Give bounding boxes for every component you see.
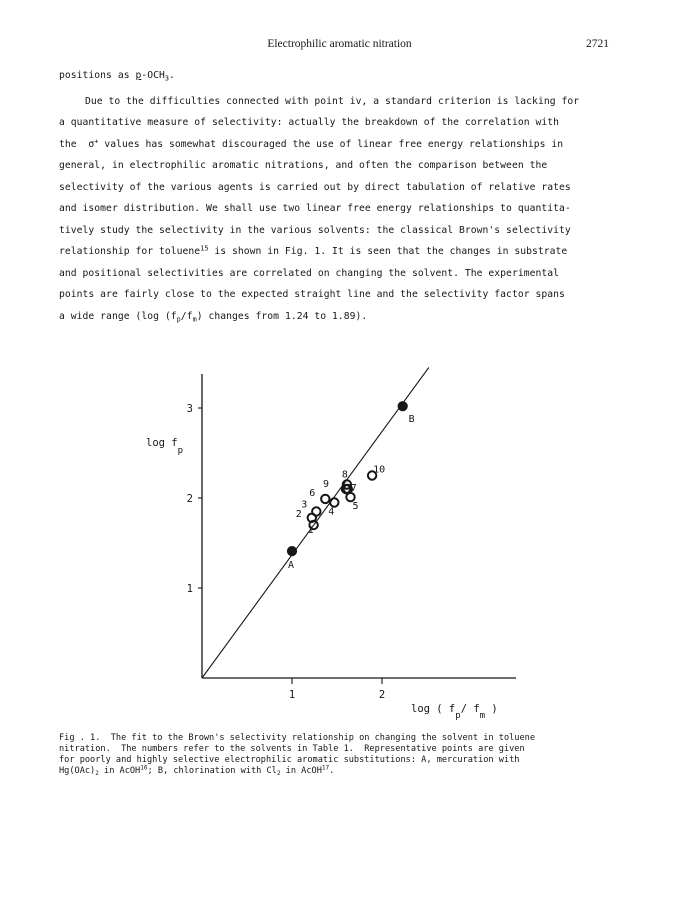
point-label: 9 xyxy=(322,479,330,490)
text-span: . xyxy=(329,766,335,776)
text-span: 17 xyxy=(321,764,330,772)
text-line: points are fairly close to the expected straight line and the selectivity factor spans xyxy=(59,289,565,300)
point-label: 5 xyxy=(352,501,359,513)
y-tick-label: 1 xyxy=(186,583,193,595)
text-span: /f xyxy=(180,311,193,322)
text-line: Due to the difficulties connected with point iv, a standard criterion is lacking for xyxy=(85,96,580,107)
point-label: 7 xyxy=(350,483,357,494)
text-line: selectivity of the various agents is carried out by direct tabulation of relative rates xyxy=(59,182,571,193)
text-span: 3 xyxy=(164,74,170,83)
x-tick-label: 2 xyxy=(378,689,386,701)
page-number: 2721 xyxy=(586,38,609,50)
caption-line: Fig . 1. The fit to the Brown's selectivity relationship on changing the solvent in toluene xyxy=(59,733,535,743)
text-span: ; B, chlorination with Cl xyxy=(147,766,277,776)
caption-line: nitration. The numbers refer to the solvents in Table 1. Representative points are given xyxy=(59,744,525,754)
caption-line xyxy=(59,766,334,776)
point-label: 1 xyxy=(307,525,314,536)
text-span: in AcOH xyxy=(280,766,322,776)
running-title: Electrophilic aromatic nitration xyxy=(267,38,412,50)
caption-line: for poorly and highly selective electrophilic aromatic substitutions: A, mercuration with xyxy=(59,755,520,765)
text-span: is shown in Fig. 1. It is seen that the changes in substrate xyxy=(208,246,568,257)
y-tick-label: 2 xyxy=(186,493,193,505)
point-label: 2 xyxy=(295,508,302,520)
text-span: 16 xyxy=(140,764,148,772)
text-span: a wide range (log (f xyxy=(59,311,177,322)
text-span: -OCH xyxy=(141,70,165,81)
point-label: B xyxy=(408,414,415,426)
text-line: tively study the selectivity in the various solvents: the classical Brown's selectivity xyxy=(59,225,571,236)
text-span: ) changes from 1.24 to 1.89). xyxy=(196,311,368,322)
text-span: 2 xyxy=(95,770,99,778)
figure-1 xyxy=(130,360,530,725)
reference-point-b xyxy=(398,402,407,411)
point-label: 6 xyxy=(309,487,316,499)
x-axis-title: log ( fp/ fm ) xyxy=(411,703,498,720)
text-span: 2 xyxy=(276,770,281,778)
point-label: A xyxy=(287,560,295,572)
text-span: . xyxy=(169,70,175,81)
point-label: 10 xyxy=(373,464,386,476)
data-point-3 xyxy=(312,507,320,515)
text-span: positions as xyxy=(59,70,136,81)
text-span: p xyxy=(176,315,181,324)
text-line xyxy=(59,139,563,150)
text-line: general, in electrophilic aromatic nitrations, and often the comparison between the xyxy=(59,160,548,171)
fit-line xyxy=(202,368,429,679)
reference-point-a xyxy=(287,547,296,556)
text-span: the σ xyxy=(59,139,95,150)
text-line xyxy=(59,70,175,81)
text-span: values has somewhat discouraged the use of linear free energy relationships in xyxy=(98,139,564,150)
scatter-chart xyxy=(130,360,530,720)
text-span: relationship for toluene xyxy=(59,246,201,257)
x-tick-label: 1 xyxy=(288,689,296,701)
text-line: and positional selectivities are correlated on changing the solvent. The experimental xyxy=(59,268,560,279)
text-span: m xyxy=(192,315,197,324)
y-tick-label: 3 xyxy=(186,403,193,415)
text-span: in AcOH xyxy=(98,766,141,776)
text-line xyxy=(59,311,367,322)
y-axis-title: log fp xyxy=(146,437,184,456)
text-span: Hg(OAc) xyxy=(59,766,96,776)
text-line: a quantitative measure of selectivity: actually the breakdown of the correlation with xyxy=(59,117,560,128)
text-line: and isomer distribution. We shall use two linear free energy relationships to quantita- xyxy=(59,203,571,214)
data-point-6 xyxy=(321,495,329,503)
text-span: + xyxy=(94,137,99,146)
point-label: 3 xyxy=(301,499,308,511)
text-span: p xyxy=(135,70,142,81)
data-point-4 xyxy=(330,498,338,506)
text-line xyxy=(59,246,567,257)
point-label: 8 xyxy=(341,469,348,481)
text-span: 15 xyxy=(200,244,209,253)
chart-axes xyxy=(202,374,516,678)
point-label: 4 xyxy=(328,506,335,518)
